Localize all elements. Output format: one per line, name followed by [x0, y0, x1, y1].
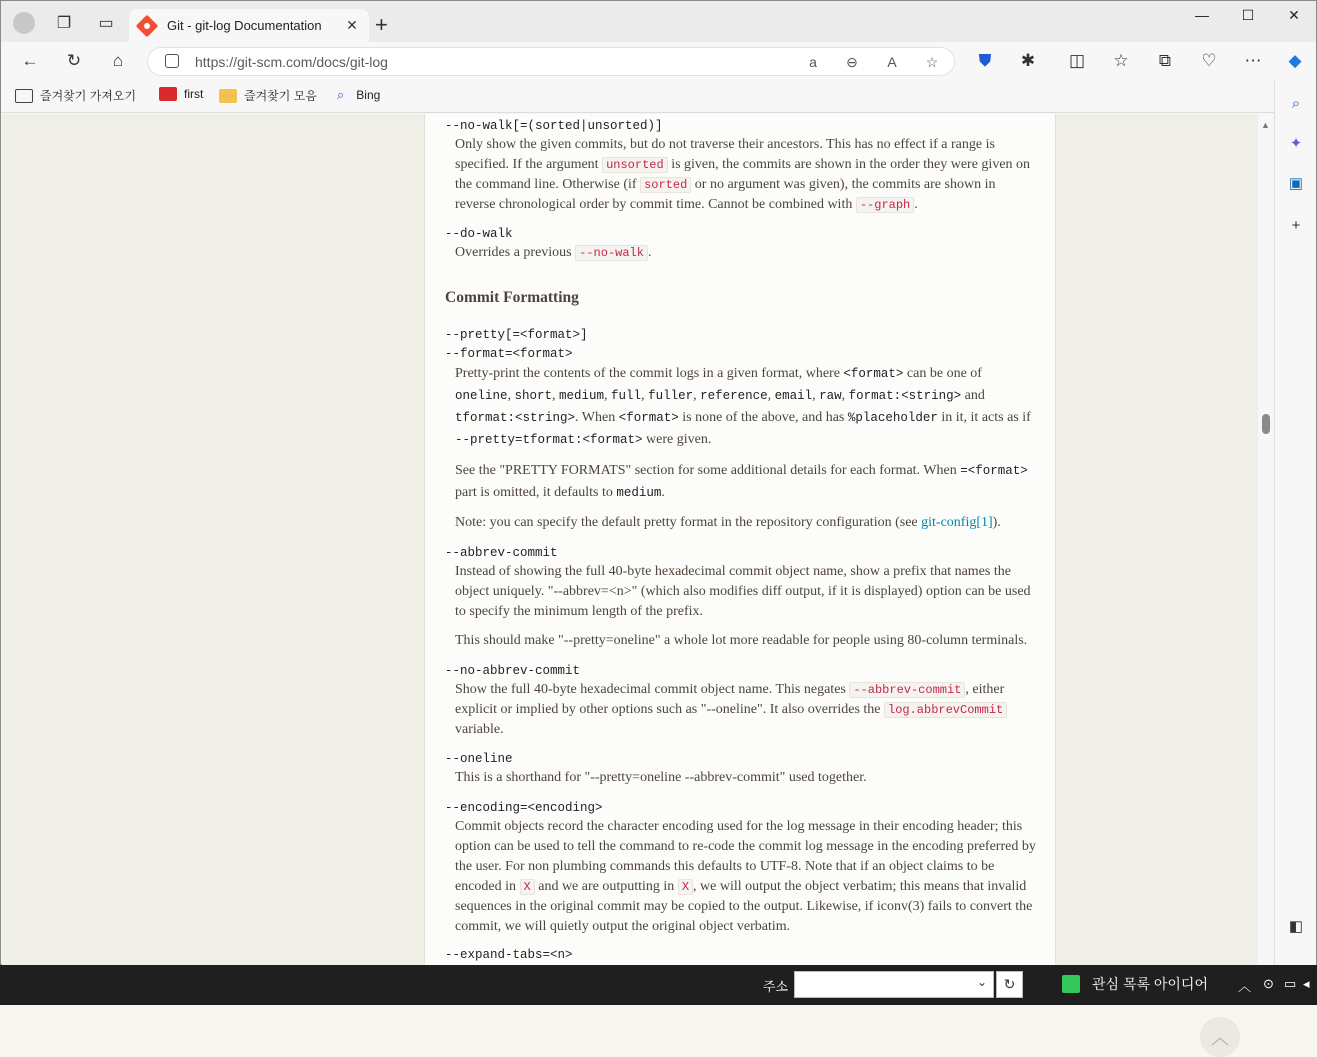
text: Commit objects record the character encoding used for the log message in their encoding header; this — [455, 819, 1023, 834]
option-description — [455, 243, 1039, 263]
maximize-icon[interactable]: ☐ — [1241, 7, 1255, 23]
code-inline: unsorted — [602, 157, 668, 173]
text: . — [647, 245, 652, 260]
meet-icon[interactable]: ⊙ — [1263, 976, 1274, 991]
workspaces-icon[interactable]: ❐ — [56, 15, 72, 32]
bookmark-import[interactable] — [15, 87, 136, 104]
code-term: %placeholder — [847, 411, 938, 425]
taskbar-app-label: 관심 목록 아이디어 — [1092, 976, 1208, 992]
option-description — [455, 562, 1039, 622]
text: commit, we will quietly output the original object verbatim. — [455, 919, 791, 934]
code-term: medium — [616, 486, 662, 500]
bookmark-label: first — [184, 87, 204, 101]
text: part is omitted, it defaults to — [455, 485, 613, 500]
search-icon: ⌕ — [337, 87, 345, 102]
profile-avatar-icon[interactable] — [10, 9, 38, 37]
code-term: <format> — [843, 367, 904, 381]
code-inline: X — [678, 879, 693, 895]
back-icon[interactable]: ← — [21, 51, 39, 70]
collections-icon[interactable]: ⧉ — [1158, 51, 1172, 70]
option-description — [455, 817, 1039, 937]
text: . When — [575, 410, 616, 425]
option-term: --encoding=<encoding> — [445, 801, 603, 815]
bookmark-folder[interactable] — [219, 87, 317, 104]
copilot-icon[interactable]: ◆ — [1288, 51, 1302, 70]
code-term: --pretty=tformat:<format> — [455, 433, 643, 447]
new-tab-icon[interactable]: + — [375, 12, 388, 37]
text: in it, it acts as if — [941, 410, 1031, 425]
code-inline: --abbrev-commit — [849, 682, 965, 698]
read-aloud-icon[interactable]: A — [887, 54, 897, 70]
text: Pretty-print the contents of the commit logs in a given format, where — [455, 366, 840, 381]
scroll-up-arrow-icon[interactable]: ▲ — [1261, 120, 1270, 130]
text: variable. — [455, 722, 504, 737]
option-description — [455, 680, 1039, 740]
option-term: --expand-tabs=<n> — [445, 948, 573, 962]
text: reverse chronological order by commit time. Cannot be combined with — [455, 197, 853, 212]
split-screen-icon[interactable]: ◫ — [1068, 51, 1086, 70]
option-term: --do-walk — [445, 227, 513, 241]
section-heading: Commit Formatting — [445, 289, 579, 306]
text: and we are outputting in — [538, 879, 675, 894]
bookmarks-bar — [1, 80, 1316, 113]
text: specified. If the argument — [455, 157, 599, 172]
option-description — [455, 460, 1039, 504]
code-inline: log.abbrevCommit — [884, 702, 1007, 718]
address-toolbar-label: 주소 — [763, 979, 789, 994]
refresh-icon[interactable]: ↻ — [66, 51, 82, 70]
code-term: tformat:<string> — [455, 411, 576, 425]
option-description — [455, 135, 1039, 215]
text: , we will output the object verbatim; this means that invalid — [693, 879, 1027, 894]
close-window-icon[interactable]: ✕ — [1288, 7, 1300, 23]
taskbar-address-input[interactable] — [794, 971, 994, 998]
code-term: email — [774, 389, 813, 403]
text: the command line. Otherwise (if — [455, 177, 637, 192]
text: can be one of — [906, 366, 982, 381]
code-inline: --no-walk — [575, 245, 648, 261]
more-menu-icon[interactable]: ⋯ — [1244, 51, 1262, 70]
option-term: --abbrev-commit — [445, 546, 558, 560]
outlook-icon[interactable]: ▣ — [1288, 175, 1304, 192]
code-term: raw — [819, 389, 842, 403]
copilot-sidebar-icon[interactable]: ✦ — [1289, 135, 1303, 152]
text: is given, the commits are shown in the order they were given on — [671, 157, 1031, 172]
go-button[interactable] — [996, 971, 1023, 998]
bookmark-first[interactable] — [159, 87, 203, 101]
text: Show the full 40-byte hexadecimal commit object name. This negates — [455, 682, 846, 697]
minimize-icon[interactable]: — — [1195, 7, 1209, 23]
extensions-icon[interactable]: ✱ — [1020, 51, 1036, 70]
add-icon[interactable]: + — [1291, 216, 1301, 234]
code-term: full — [611, 389, 642, 403]
app-icon — [1062, 975, 1080, 993]
site-info-icon[interactable] — [165, 54, 179, 68]
url-text: https://git-scm.com/docs/git-log — [195, 54, 388, 70]
navigation-toolbar — [1, 42, 1316, 80]
chevron-up-icon[interactable]: ︿ — [1238, 979, 1252, 994]
git-config-link[interactable]: git-config[1] — [921, 515, 993, 530]
text: is none of the above, and has — [682, 410, 845, 425]
page-scrollbar[interactable] — [1258, 114, 1274, 966]
taskbar — [0, 965, 1317, 1005]
chevron-down-icon[interactable]: ⌄ — [976, 975, 987, 989]
text: This is a shorthand for "--pretty=oneline --abbrev-commit" used together. — [455, 770, 867, 785]
translate-icon[interactable]: a — [809, 54, 817, 70]
text: the user. For non plumbing commands this defaults to UTF-8. Note that if an object claims to be — [455, 859, 995, 874]
text: object uniquely. "--abbrev=<n>" (which also modifies diff output, if it is displayed) option can be used — [455, 584, 1031, 599]
tab-git-log[interactable] — [129, 9, 369, 42]
text: to specify the minimum length of the prefix. — [455, 604, 704, 619]
code-term: oneline — [455, 389, 508, 403]
tab-actions-icon[interactable]: ▭ — [98, 15, 114, 32]
tab-title: Git - git-log Documentation — [167, 18, 322, 33]
option-term: --oneline — [445, 752, 513, 766]
text: Note: you can specify the default pretty format in the repository configuration (see — [455, 515, 918, 530]
code-term: fuller — [648, 389, 694, 403]
code-term: reference — [700, 389, 768, 403]
text: Instead of showing the full 40-byte hexadecimal commit object name, show a prefix that names the — [455, 564, 1011, 579]
code-term: format:<string> — [848, 389, 962, 403]
text: . — [914, 197, 918, 212]
text: , either — [965, 682, 1005, 697]
text: This should make "--pretty=oneline" a whole lot more readable for people using 80-column terminals. — [455, 633, 1028, 648]
address-bar[interactable] — [147, 47, 955, 76]
network-icon[interactable]: ▭ — [1284, 976, 1297, 991]
text: Only show the given commits, but do not traverse their ancestors. This has no effect if a range is — [455, 137, 995, 152]
text: Overrides a previous — [455, 245, 572, 260]
chevron-up-icon: ︿ — [1211, 1028, 1229, 1048]
option-term: --format=<format> — [445, 347, 573, 361]
git-favicon-icon — [136, 14, 159, 37]
shield-icon[interactable]: ⛊ — [978, 51, 992, 70]
text: were given. — [646, 432, 712, 447]
close-tab-icon[interactable]: ✕ — [346, 17, 358, 33]
code-inline: X — [520, 879, 535, 895]
bookmark-label: 즐겨찾기 가져오기 — [40, 89, 137, 103]
bookmark-bing[interactable] — [337, 87, 380, 103]
code-inline: sorted — [640, 177, 691, 193]
code-term: short — [514, 389, 553, 403]
text: . — [661, 485, 665, 500]
code-term: =<format> — [960, 464, 1028, 478]
option-description: Pretty-print the contents of the commit logs in a given format, where <format> can be one of oneline, short, medium, full, fuller, reference, email, raw, format:<string> and tformat:<string>. When <format> is none of the above, and has %placeholder in it, it acts as if --pretty=tformat:<format> were given. — [455, 366, 1031, 447]
browser-essentials-icon[interactable]: ♡ — [1201, 51, 1217, 70]
code-term: <format> — [618, 411, 679, 425]
favorites-icon[interactable]: ☆ — [1113, 51, 1129, 70]
zoom-icon[interactable]: ⊖ — [846, 53, 858, 70]
text: option can be used to tell the command to re-code the commit log message in the encoding preferred by — [455, 839, 1036, 854]
tab-strip — [1, 1, 1316, 42]
code-term: medium — [559, 389, 605, 403]
scrollbar-thumb[interactable] — [1262, 414, 1270, 434]
option-description — [455, 768, 1039, 788]
option-description — [455, 631, 1039, 651]
sidebar-toggle-icon[interactable]: ◧ — [1288, 918, 1304, 935]
option-term: --pretty[=<format>] — [445, 328, 588, 342]
volume-icon[interactable]: ◂ — [1303, 976, 1310, 991]
scroll-to-top-button[interactable] — [1200, 1017, 1240, 1057]
folder-icon — [219, 89, 237, 103]
text: explicit or implied by other options such as "--oneline". It also overrides the — [455, 702, 881, 717]
text: ). — [992, 515, 1001, 530]
pdf-icon — [159, 87, 177, 101]
refresh-icon: ↻ — [1003, 976, 1016, 992]
home-icon[interactable]: ⌂ — [112, 51, 124, 70]
bookmark-label: Bing — [356, 88, 381, 102]
import-icon — [15, 89, 33, 103]
option-term: --no-walk[=(sorted|unsorted)] — [445, 119, 663, 133]
code-inline: --graph — [856, 197, 914, 213]
text: sequences in the original commit may be copied to the output. Likewise, if iconv(3) fails to convert the — [455, 899, 1033, 914]
option-description — [455, 513, 1039, 533]
option-term: --no-abbrev-commit — [445, 664, 581, 678]
text: and — [964, 388, 985, 403]
taskbar-app-watchlist[interactable] — [1062, 974, 1208, 994]
doc-article — [424, 114, 1056, 966]
bookmark-label: 즐겨찾기 모음 — [244, 89, 317, 103]
text: See the "PRETTY FORMATS" section for some additional details for each format. When — [455, 463, 957, 478]
text: or no argument was given), the commits are shown in — [694, 177, 996, 192]
search-icon[interactable]: ⌕ — [1291, 94, 1301, 112]
text: encoded in — [455, 879, 517, 894]
edge-sidebar — [1274, 80, 1316, 966]
favorite-star-icon[interactable]: ☆ — [925, 53, 939, 70]
